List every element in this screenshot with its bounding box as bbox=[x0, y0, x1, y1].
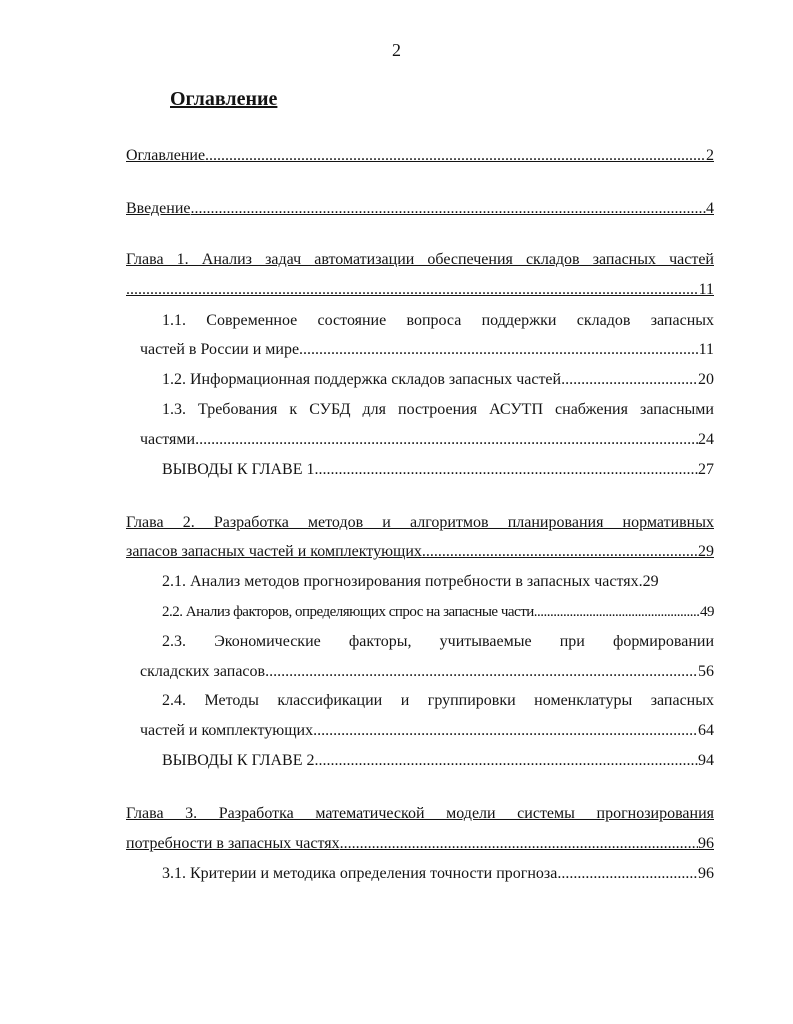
toc-entry-section-2-4-line1[interactable]: 2.4. Методы классификации и группировки номенклатуры запасных bbox=[162, 692, 714, 709]
entry-page: 49 bbox=[700, 604, 714, 620]
toc-entry-chapter-1-line1[interactable]: Глава 1. Анализ задач автоматизации обеспечения складов запасных частей bbox=[126, 251, 714, 268]
entry-page: 94 bbox=[698, 752, 714, 769]
toc-entry-section-3-1[interactable] bbox=[162, 864, 714, 884]
dot-leader bbox=[315, 751, 699, 771]
entry-page: 96 bbox=[698, 835, 714, 852]
toc-entry-section-2-3-line1[interactable]: 2.3. Экономические факторы, учитываемые при формировании bbox=[162, 633, 714, 650]
entry-title: ВЫВОДЫ К ГЛАВЕ 2 bbox=[162, 752, 315, 769]
entry-title: ВЫВОДЫ К ГЛАВЕ 1 bbox=[162, 461, 315, 478]
toc-entry-chapter-2-line1[interactable]: Глава 2. Разработка методов и алгоритмов планирования нормативных bbox=[126, 514, 714, 531]
page-number: 2 bbox=[392, 40, 401, 60]
dot-leader bbox=[191, 199, 707, 219]
entry-title: Оглавление bbox=[126, 147, 206, 164]
toc-entry-conclusions-2[interactable] bbox=[162, 751, 714, 771]
toc-entry-chapter-1-line2[interactable] bbox=[126, 280, 714, 300]
toc-entry-section-1-1-line2[interactable] bbox=[140, 340, 714, 360]
dot-leader bbox=[205, 146, 706, 166]
entry-title: 2.2. Анализ факторов, определяющих спрос на запасные части bbox=[162, 604, 534, 620]
dot-leader bbox=[315, 460, 699, 480]
toc-entry-chapter-3-line1[interactable]: Глава 3. Разработка математической модели системы прогнозирования bbox=[126, 805, 714, 822]
toc-heading: Оглавление bbox=[170, 88, 278, 110]
dot-leader bbox=[557, 864, 698, 884]
toc-entry-contents[interactable] bbox=[126, 146, 714, 166]
dot-leader bbox=[195, 430, 698, 450]
toc-entry-conclusions-1[interactable] bbox=[162, 460, 714, 480]
entry-page: .29 bbox=[638, 573, 659, 590]
entry-page: 2 bbox=[706, 147, 714, 164]
entry-page: 11 bbox=[698, 281, 714, 298]
entry-title: 2.1. Анализ методов прогнозирования потребности в запасных частях bbox=[162, 573, 639, 590]
entry-page: 24 bbox=[698, 431, 714, 448]
toc-entry-section-2-1[interactable] bbox=[162, 572, 714, 592]
entry-page: 64 bbox=[698, 722, 714, 739]
entry-page: 27 bbox=[698, 461, 714, 478]
toc-entry-section-2-4-line2[interactable] bbox=[140, 721, 714, 741]
dot-leader bbox=[561, 370, 698, 390]
entry-page: 11 bbox=[698, 341, 714, 358]
entry-page: 29 bbox=[698, 543, 714, 560]
toc-entry-section-2-2[interactable] bbox=[162, 602, 714, 622]
toc-entry-chapter-2-line2[interactable] bbox=[126, 542, 714, 562]
entry-title: частями bbox=[140, 431, 196, 448]
dot-leader bbox=[299, 340, 699, 360]
entry-title: 1.2. Информационная поддержка складов запасных частей bbox=[162, 371, 562, 388]
entry-page: 56 bbox=[698, 663, 714, 680]
dot-leader bbox=[422, 542, 698, 562]
dot-leader bbox=[313, 721, 698, 741]
toc-entry-section-1-3-line1[interactable]: 1.3. Требования к СУБД для построения АСУТП снабжения запасными bbox=[162, 401, 714, 418]
dot-leader bbox=[126, 280, 699, 300]
toc-entry-section-1-3-line2[interactable] bbox=[140, 430, 714, 450]
entry-title: запасов запасных частей и комплектующих bbox=[126, 543, 422, 560]
entry-title: 3.1. Критерии и методика определения точности прогноза bbox=[162, 865, 558, 882]
toc-entry-section-1-2[interactable] bbox=[162, 370, 714, 390]
entry-page: 96 bbox=[698, 865, 714, 882]
toc-entry-section-1-1-line1[interactable]: 1.1. Современное состояние вопроса поддержки складов запасных bbox=[162, 312, 714, 329]
toc-entry-chapter-3-line2[interactable] bbox=[126, 834, 714, 854]
toc-entry-introduction[interactable] bbox=[126, 199, 714, 219]
dot-leader bbox=[340, 834, 698, 854]
entry-page: 4 bbox=[706, 200, 714, 217]
entry-title: частей в России и мире bbox=[140, 341, 300, 358]
entry-title: Введение bbox=[126, 200, 191, 217]
dot-leader bbox=[265, 662, 698, 682]
dot-leader bbox=[534, 602, 700, 622]
entry-title: частей и комплектующих bbox=[140, 722, 314, 739]
entry-title: потребности в запасных частях bbox=[126, 835, 340, 852]
entry-page: 20 bbox=[698, 371, 714, 388]
entry-title: складских запасов bbox=[140, 663, 266, 680]
toc-entry-section-2-3-line2[interactable] bbox=[140, 662, 714, 682]
